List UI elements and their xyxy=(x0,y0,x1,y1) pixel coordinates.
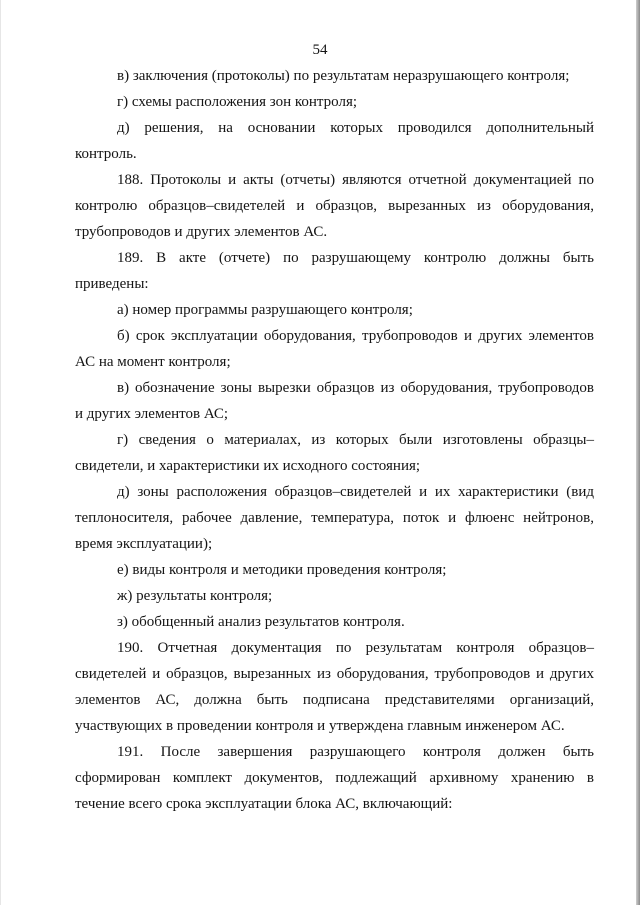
list-item xyxy=(75,297,594,323)
paragraph-line: 189. В акте (отчете) по разрушающему контролю должны быть xyxy=(117,250,594,266)
line xyxy=(75,89,594,115)
paragraph-line: 188. Протоколы и акты (отчеты) являются отчетной документацией по xyxy=(117,172,594,188)
paragraph-line: сформирован комплект документов, подлежащий архивному хранению в xyxy=(75,770,594,786)
paragraph-line: б) срок эксплуатации оборудования, трубопроводов и других элементов xyxy=(117,328,594,344)
list-item xyxy=(75,557,594,583)
paragraph-line: и других элементов АС; xyxy=(75,406,229,422)
paragraph-189 xyxy=(75,245,594,297)
list-item xyxy=(75,323,594,375)
paragraph-line: д) зоны расположения образцов–свидетелей и их характеристики (вид xyxy=(117,484,594,500)
paragraph-line: д) решения, на основании которых проводился дополнительный xyxy=(117,120,594,136)
paragraph-line: элементов АС, должна быть подписана представителями организаций, xyxy=(75,692,594,708)
paragraph-line: АС на момент контроля; xyxy=(75,354,231,370)
paragraph xyxy=(75,115,594,167)
list-item xyxy=(75,427,594,479)
paragraph-line: время эксплуатации); xyxy=(75,536,213,552)
paragraph-line: приведены: xyxy=(75,276,149,292)
paragraph-line: 191. После завершения разрушающего контроля должен быть xyxy=(117,744,594,760)
paragraph-line: участвующих в проведении контроля и утверждена главным инженером АС. xyxy=(75,718,565,734)
list-item-text: з) обобщенный анализ результатов контроля. xyxy=(117,614,405,630)
paragraph-line: 190. Отчетная документация по результатам контроля образцов– xyxy=(117,640,594,656)
page-number: 54 xyxy=(312,42,328,58)
paragraph-line: г) сведения о материалах, из которых были изготовлены образцы– xyxy=(117,432,594,448)
paragraph-line: свидетели, и характеристики их исходного состояния; xyxy=(75,458,421,474)
paragraph-line: трубопроводов и других элементов АС. xyxy=(75,224,328,240)
paragraph-line: в) обозначение зоны вырезки образцов из оборудования, трубопроводов xyxy=(117,380,594,396)
scan-right-edge-shadow xyxy=(636,0,640,905)
line xyxy=(75,63,594,89)
paragraph-line: контролю образцов–свидетелей и образцов, вырезанных из оборудования, xyxy=(75,198,594,214)
paragraph-188 xyxy=(75,167,594,245)
list-item xyxy=(75,479,594,557)
list-item xyxy=(75,375,594,427)
list-item-text: в) заключения (протоколы) по результатам неразрушающего контроля; xyxy=(117,68,570,84)
list-item xyxy=(75,583,594,609)
scan-left-edge xyxy=(0,0,1,905)
paragraph-line: теплоносителя, рабочее давление, температура, поток и флюенс нейтронов, xyxy=(75,510,594,526)
list-item-text: г) схемы расположения зон контроля; xyxy=(117,94,358,110)
paragraph-190 xyxy=(75,635,594,739)
paragraph-191 xyxy=(75,739,594,817)
list-item xyxy=(75,609,594,635)
list-item-text: а) номер программы разрушающего контроля; xyxy=(117,302,413,318)
paragraph-line: контроль. xyxy=(75,146,137,162)
paragraph-line: течение всего срока эксплуатации блока АС, включающий: xyxy=(75,796,453,812)
list-item-text: е) виды контроля и методики проведения контроля; xyxy=(117,562,447,578)
paragraph-line: свидетелей и образцов, вырезанных из оборудования, трубопроводов и других xyxy=(75,666,594,682)
list-item-text: ж) результаты контроля; xyxy=(117,588,273,604)
